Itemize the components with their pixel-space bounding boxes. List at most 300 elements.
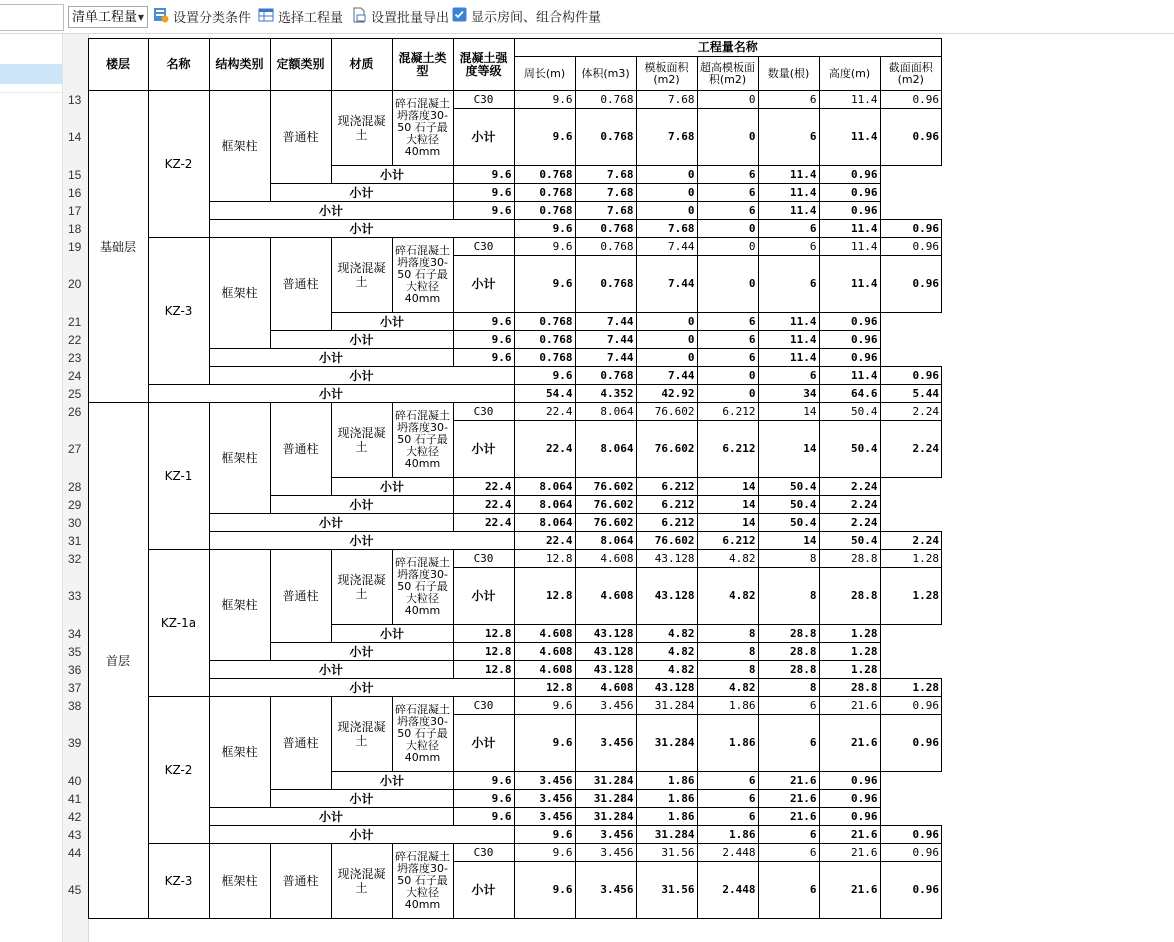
quantity-cell[interactable]: 4.82 [636, 643, 697, 661]
quantity-cell[interactable]: 0.96 [819, 808, 880, 826]
left-panel [0, 34, 63, 942]
material-header: 材质 [331, 39, 392, 91]
quantity-cell[interactable]: 0.96 [880, 91, 942, 109]
quota-type-cell: 普通柱 [270, 844, 331, 919]
floor-header: 楼层 [88, 39, 148, 91]
quantity-cell[interactable]: 8 [697, 625, 758, 643]
quantity-cell[interactable]: 1.28 [819, 643, 880, 661]
quantity-cell[interactable]: 11.4 [819, 91, 880, 109]
quantity-cell[interactable]: 0 [636, 202, 697, 220]
quantity-cell[interactable]: 11.4 [819, 220, 880, 238]
quantity-cell[interactable]: 7.44 [636, 367, 697, 385]
quantity-cell[interactable]: 12.8 [514, 568, 575, 625]
quantity-cell[interactable]: 6 [758, 238, 819, 256]
quantity-cell[interactable]: 9.6 [514, 826, 575, 844]
subtotal-label: 小计 [270, 184, 453, 202]
quantity-cell[interactable]: 1.86 [697, 697, 758, 715]
quantity-cell[interactable]: 6 [697, 331, 758, 349]
quantity-cell[interactable]: 4.82 [636, 661, 697, 679]
quantity-cell[interactable]: 3.456 [514, 790, 575, 808]
quantity-cell[interactable]: 22.4 [453, 514, 514, 532]
quantity-cell[interactable]: 1.28 [819, 661, 880, 679]
quantity-cell[interactable]: 0.96 [819, 772, 880, 790]
quantity-cell[interactable]: 4.82 [697, 679, 758, 697]
quantity-cell[interactable]: 28.8 [819, 568, 880, 625]
quantity-cell[interactable]: 76.602 [575, 478, 636, 496]
quantity-cell[interactable]: 0.96 [880, 256, 942, 313]
quantity-cell[interactable]: 50.4 [758, 514, 819, 532]
quantity-cell[interactable]: 0.96 [880, 715, 942, 772]
quantity-cell[interactable]: 0.96 [819, 790, 880, 808]
concrete-type-cell: 碎石混凝土 坍落度30-50 石子最大粒径40mm [392, 844, 453, 919]
quantity-cell[interactable]: 31.56 [636, 862, 697, 919]
quantity-cell[interactable]: 11.4 [758, 166, 819, 184]
quantity-cell[interactable]: 7.68 [575, 166, 636, 184]
quantity-cell[interactable]: 28.8 [758, 625, 819, 643]
classify-settings-icon [153, 7, 169, 30]
quantity-cell[interactable]: 6 [758, 256, 819, 313]
row-number: 43 [68, 827, 82, 842]
quantity-cell[interactable]: 11.4 [819, 367, 880, 385]
quantity-cell[interactable]: 5.44 [880, 385, 942, 403]
quantity-cell[interactable]: 0.768 [514, 202, 575, 220]
quantity-column-header[interactable]: 高度(m) [819, 57, 880, 91]
quantity-cell[interactable]: 0.96 [880, 109, 942, 166]
quantity-cell[interactable]: 2.24 [819, 478, 880, 496]
quantity-cell[interactable]: 0.768 [575, 109, 636, 166]
quantity-cell[interactable]: 0.768 [575, 238, 636, 256]
quantity-cell[interactable]: 6 [697, 166, 758, 184]
quantity-cell[interactable]: 9.6 [514, 238, 575, 256]
quantity-cell[interactable]: 6 [697, 772, 758, 790]
quantity-cell[interactable]: 8 [758, 550, 819, 568]
quantity-type-dropdown[interactable] [68, 6, 148, 28]
quantity-cell[interactable]: 9.6 [453, 331, 514, 349]
quantity-cell[interactable]: 6 [758, 826, 819, 844]
quantity-cell[interactable]: 54.4 [514, 385, 575, 403]
quantity-cell[interactable]: 0 [697, 220, 758, 238]
quantity-cell[interactable]: 76.602 [636, 403, 697, 421]
quantity-cell[interactable]: 7.44 [575, 349, 636, 367]
quantity-cell[interactable]: 50.4 [758, 496, 819, 514]
quantity-cell[interactable]: 9.6 [514, 367, 575, 385]
quantity-cell[interactable]: 4.608 [575, 550, 636, 568]
quantity-cell[interactable]: 0.96 [880, 367, 942, 385]
quantity-cell[interactable]: 11.4 [819, 238, 880, 256]
quantity-cell[interactable]: 0.768 [575, 91, 636, 109]
quantity-cell[interactable]: 0.96 [819, 166, 880, 184]
row-number: 31 [68, 533, 82, 548]
subtotal-label: 小计 [209, 220, 514, 238]
quantity-cell[interactable]: 7.68 [636, 220, 697, 238]
show-room-component-label: 显示房间、组合构件量 [471, 10, 602, 26]
quantity-cell[interactable]: 1.86 [636, 808, 697, 826]
quantity-cell[interactable]: 8 [758, 679, 819, 697]
quantity-cell[interactable]: 11.4 [819, 256, 880, 313]
quantity-cell[interactable]: 21.6 [819, 715, 880, 772]
concrete-grade-cell: C30 [453, 697, 514, 715]
quantity-cell[interactable]: 4.82 [697, 550, 758, 568]
quantity-cell[interactable]: 0.96 [880, 238, 942, 256]
quantity-cell[interactable]: 6 [758, 91, 819, 109]
quantity-cell[interactable]: 0 [636, 313, 697, 331]
quantity-cell[interactable]: 14 [758, 532, 819, 550]
export-document-icon [351, 7, 367, 30]
toolbar [0, 0, 1174, 34]
quantity-cell[interactable]: 8.064 [575, 403, 636, 421]
material-cell: 现浇混凝土 [331, 91, 392, 166]
quantity-cell[interactable]: 0 [636, 349, 697, 367]
quantity-cell[interactable]: 6 [758, 109, 819, 166]
batch-export-settings-label: 设置批量导出 [371, 11, 450, 26]
quantity-cell[interactable]: 9.6 [514, 697, 575, 715]
quantity-cell[interactable]: 3.456 [514, 808, 575, 826]
row-number: 22 [68, 332, 82, 347]
quantity-cell[interactable]: 12.8 [514, 550, 575, 568]
quantity-cell[interactable]: 28.8 [758, 661, 819, 679]
batch-export-settings-button[interactable] [351, 7, 449, 27]
quantity-cell[interactable]: 4.608 [575, 679, 636, 697]
quantity-cell[interactable]: 50.4 [819, 403, 880, 421]
quantity-cell[interactable]: 0.96 [880, 826, 942, 844]
quantity-cell[interactable]: 9.6 [514, 256, 575, 313]
floor-name-cell: 首层 [88, 403, 148, 919]
quantity-cell[interactable]: 7.68 [575, 184, 636, 202]
quantity-column-header[interactable]: 周长(m) [514, 57, 575, 91]
quantity-cell[interactable]: 12.8 [453, 661, 514, 679]
quantity-cell[interactable]: 76.602 [575, 496, 636, 514]
quantity-cell[interactable]: 6 [758, 844, 819, 862]
quantity-cell[interactable]: 6 [697, 349, 758, 367]
quantity-cell[interactable]: 3.456 [514, 772, 575, 790]
quantity-cell[interactable]: 11.4 [758, 202, 819, 220]
quantity-cell[interactable]: 9.6 [514, 109, 575, 166]
quantity-cell[interactable]: 21.6 [819, 844, 880, 862]
member-name-cell: KZ-3 [148, 844, 209, 919]
quantity-cell[interactable]: 0.96 [880, 697, 942, 715]
subtotal-label: 小计 [209, 202, 453, 220]
quantity-cell[interactable]: 2.24 [880, 532, 942, 550]
quantity-cell[interactable]: 0.768 [514, 349, 575, 367]
concrete-type-header: 混凝土类型 [392, 39, 453, 91]
quantity-cell[interactable]: 8 [697, 661, 758, 679]
quantity-cell[interactable]: 42.92 [636, 385, 697, 403]
quantity-cell[interactable]: 11.4 [758, 349, 819, 367]
row-number: 23 [68, 350, 82, 365]
show-room-component-checkbox[interactable] [452, 7, 601, 27]
row-number: 30 [68, 515, 82, 530]
quantity-cell[interactable]: 0.96 [819, 331, 880, 349]
quantity-cell[interactable]: 9.6 [453, 808, 514, 826]
quantity-cell[interactable]: 6.212 [697, 532, 758, 550]
quantity-column-header[interactable]: 超高模板面积(m2) [697, 57, 758, 91]
quantity-cell[interactable]: 22.4 [514, 532, 575, 550]
quantity-cell[interactable]: 4.608 [514, 661, 575, 679]
row-number: 38 [68, 698, 82, 713]
quantity-cell[interactable]: 11.4 [758, 313, 819, 331]
subtotal-label: 小计 [331, 166, 453, 184]
quota-type-cell: 普通柱 [270, 91, 331, 184]
quantity-cell[interactable]: 4.82 [636, 625, 697, 643]
quantity-cell[interactable]: 43.128 [575, 643, 636, 661]
quantity-cell[interactable]: 14 [697, 496, 758, 514]
checkbox-checked-icon [452, 7, 467, 29]
quantity-cell[interactable]: 7.68 [575, 202, 636, 220]
quantity-cell[interactable]: 3.456 [575, 715, 636, 772]
row-number: 18 [68, 221, 82, 236]
table-row [68, 39, 942, 57]
table-row [68, 403, 942, 421]
select-quantity-label: 选择工程量 [278, 11, 344, 26]
quantity-cell[interactable]: 14 [697, 514, 758, 532]
quantity-cell[interactable]: 3.456 [575, 862, 636, 919]
row-number [68, 57, 88, 91]
quantity-cell[interactable]: 0.768 [514, 184, 575, 202]
quantity-cell[interactable]: 31.284 [575, 772, 636, 790]
quantity-cell[interactable]: 43.128 [575, 625, 636, 643]
quantity-cell[interactable]: 0 [636, 166, 697, 184]
quantity-column-header[interactable]: 体积(m3) [575, 57, 636, 91]
quantity-cell[interactable]: 31.284 [636, 697, 697, 715]
quantity-cell[interactable]: 3.456 [575, 844, 636, 862]
quantity-cell[interactable]: 11.4 [758, 184, 819, 202]
quantity-cell[interactable]: 0.96 [819, 349, 880, 367]
quantity-cell[interactable]: 76.602 [636, 421, 697, 478]
quantity-cell[interactable]: 0.768 [575, 256, 636, 313]
subtotal-label: 小计 [453, 715, 514, 772]
quantity-cell[interactable]: 2.24 [819, 496, 880, 514]
quantity-cell[interactable]: 43.128 [636, 550, 697, 568]
quantity-cell[interactable]: 2.24 [880, 403, 942, 421]
row-number: 14 [68, 130, 82, 144]
struct-type-cell: 框架柱 [209, 91, 270, 202]
quantity-cell[interactable]: 0 [697, 91, 758, 109]
quantity-cell[interactable]: 6 [758, 697, 819, 715]
quantity-cell[interactable]: 0.768 [575, 220, 636, 238]
quantity-cell[interactable]: 8 [758, 568, 819, 625]
quantity-cell[interactable]: 64.6 [819, 385, 880, 403]
subtotal-label: 小计 [270, 790, 453, 808]
subtotal-label: 小计 [331, 772, 453, 790]
quantity-column-header[interactable]: 数量(根) [758, 57, 819, 91]
quantity-cell[interactable]: 0.768 [575, 367, 636, 385]
row-number: 39 [68, 736, 82, 750]
quantity-cell[interactable]: 76.602 [575, 514, 636, 532]
select-quantity-button[interactable] [258, 7, 343, 27]
quantity-cell[interactable]: 4.352 [575, 385, 636, 403]
quantity-cell[interactable]: 0 [697, 367, 758, 385]
quantity-cell[interactable]: 34 [758, 385, 819, 403]
set-classify-conditions-button[interactable] [153, 7, 251, 27]
quantity-cell[interactable]: 21.6 [758, 772, 819, 790]
quantity-cell[interactable]: 31.284 [575, 790, 636, 808]
quantity-cell[interactable]: 2.448 [697, 844, 758, 862]
quantity-cell[interactable]: 0.96 [880, 220, 942, 238]
quantity-cell[interactable]: 3.456 [575, 826, 636, 844]
quantity-cell[interactable]: 6 [697, 184, 758, 202]
quantity-cell[interactable]: 6.212 [636, 514, 697, 532]
quantity-cell[interactable]: 7.44 [575, 313, 636, 331]
quantity-cell[interactable]: 4.608 [514, 643, 575, 661]
quantity-cell[interactable]: 6.212 [636, 496, 697, 514]
quantity-cell[interactable]: 7.44 [636, 256, 697, 313]
quantity-cell[interactable]: 28.8 [758, 643, 819, 661]
quantity-cell[interactable]: 8 [697, 643, 758, 661]
quantity-cell[interactable]: 43.128 [636, 679, 697, 697]
quantity-cell[interactable]: 31.284 [636, 715, 697, 772]
quantity-cell[interactable]: 11.4 [758, 331, 819, 349]
quantity-column-header[interactable]: 截面面积(m2) [880, 57, 942, 91]
quantity-cell[interactable]: 0.768 [514, 166, 575, 184]
quantity-cell[interactable]: 22.4 [514, 421, 575, 478]
quantity-cell[interactable]: 12.8 [514, 679, 575, 697]
quantity-cell[interactable]: 14 [697, 478, 758, 496]
quantity-cell[interactable]: 43.128 [636, 568, 697, 625]
quantity-cell[interactable]: 0.96 [819, 313, 880, 331]
subtotal-label: 小计 [331, 625, 453, 643]
quantity-cell[interactable]: 9.6 [514, 844, 575, 862]
quantity-cell[interactable]: 2.24 [880, 421, 942, 478]
quantity-cell[interactable]: 22.4 [453, 496, 514, 514]
quantity-cell[interactable]: 1.28 [880, 550, 942, 568]
quantity-cell[interactable]: 50.4 [819, 421, 880, 478]
quantity-cell[interactable]: 9.6 [453, 184, 514, 202]
quantity-cell[interactable]: 9.6 [514, 220, 575, 238]
quantity-cell[interactable]: 11.4 [819, 109, 880, 166]
quantity-cell[interactable]: 0 [697, 256, 758, 313]
quantity-cell[interactable]: 21.6 [819, 826, 880, 844]
quantity-cell[interactable]: 6 [758, 715, 819, 772]
quantity-column-header[interactable]: 模板面积(m2) [636, 57, 697, 91]
subtotal-label: 小计 [209, 532, 514, 550]
quantity-cell[interactable]: 0 [697, 238, 758, 256]
quantity-cell[interactable]: 1.86 [697, 826, 758, 844]
quantity-cell[interactable]: 21.6 [819, 862, 880, 919]
quantity-cell[interactable]: 1.86 [636, 772, 697, 790]
quantity-cell[interactable]: 0.768 [514, 313, 575, 331]
quantity-cell[interactable]: 0.96 [819, 184, 880, 202]
quantity-cell[interactable]: 21.6 [758, 808, 819, 826]
quantity-cell[interactable]: 8.064 [514, 496, 575, 514]
quantity-cell[interactable]: 7.68 [636, 91, 697, 109]
quantity-cell[interactable]: 4.82 [697, 568, 758, 625]
quantity-cell[interactable]: 21.6 [819, 697, 880, 715]
row-number: 40 [68, 773, 82, 788]
quantity-cell[interactable]: 43.128 [575, 661, 636, 679]
quantity-cell[interactable]: 3.456 [575, 697, 636, 715]
quantity-cell[interactable]: 0 [636, 184, 697, 202]
row-number: 20 [68, 277, 82, 291]
material-cell: 现浇混凝土 [331, 403, 392, 478]
quantity-cell[interactable]: 0 [697, 385, 758, 403]
quantity-cell[interactable]: 7.68 [636, 109, 697, 166]
quantity-cell[interactable]: 6 [758, 367, 819, 385]
quantity-cell[interactable]: 2.24 [819, 514, 880, 532]
quantity-cell[interactable]: 50.4 [819, 532, 880, 550]
quantity-cell[interactable]: 9.6 [453, 313, 514, 331]
quantity-cell[interactable]: 6 [758, 862, 819, 919]
quantity-cell[interactable]: 8.064 [514, 514, 575, 532]
quantity-cell[interactable]: 0.96 [880, 844, 942, 862]
selected-tree-item[interactable] [0, 64, 62, 84]
quantity-cell[interactable]: 21.6 [758, 790, 819, 808]
quantity-cell[interactable]: 8.064 [575, 532, 636, 550]
row-number: 21 [68, 314, 82, 329]
row-number: 27 [68, 442, 82, 456]
quantity-cell[interactable]: 14 [758, 403, 819, 421]
quantity-cell[interactable]: 6.212 [697, 403, 758, 421]
quantity-cell[interactable]: 28.8 [819, 550, 880, 568]
quantity-cell[interactable]: 9.6 [453, 166, 514, 184]
quantity-cell[interactable]: 76.602 [636, 532, 697, 550]
subtotal-label: 小计 [453, 568, 514, 625]
quantity-cell[interactable]: 9.6 [514, 715, 575, 772]
quantity-cell[interactable]: 7.44 [636, 238, 697, 256]
quantity-cell[interactable]: 9.6 [453, 202, 514, 220]
quantity-cell[interactable]: 31.56 [636, 844, 697, 862]
quantity-cell[interactable]: 4.608 [514, 625, 575, 643]
quantity-cell[interactable]: 9.6 [453, 349, 514, 367]
quantity-cell[interactable]: 0.96 [880, 862, 942, 919]
quantity-cell[interactable]: 31.284 [636, 826, 697, 844]
quantity-cell[interactable]: 1.86 [697, 715, 758, 772]
row-number: 16 [68, 185, 82, 200]
row-number: 19 [68, 239, 82, 254]
quantity-cell[interactable]: 9.6 [514, 862, 575, 919]
quantity-cell[interactable]: 1.28 [880, 568, 942, 625]
floor-subtotal-label: 小计 [148, 385, 514, 403]
quantity-cell[interactable]: 4.608 [575, 568, 636, 625]
row-number: 34 [68, 626, 82, 641]
quantity-cell[interactable]: 31.284 [575, 808, 636, 826]
quantity-cell[interactable]: 0.96 [819, 202, 880, 220]
member-name-cell: KZ-2 [148, 697, 209, 844]
quantity-cell[interactable]: 6 [697, 790, 758, 808]
quantity-cell[interactable]: 2.448 [697, 862, 758, 919]
quantity-cell[interactable]: 7.44 [575, 331, 636, 349]
search-box[interactable] [0, 4, 64, 31]
quantity-cell[interactable]: 22.4 [514, 403, 575, 421]
quantity-cell[interactable]: 1.86 [636, 790, 697, 808]
quantity-cell[interactable]: 22.4 [453, 478, 514, 496]
quantity-group-header: 工程量名称 [514, 39, 942, 57]
quantity-cell[interactable]: 6 [697, 313, 758, 331]
quantity-cell[interactable]: 28.8 [819, 679, 880, 697]
quantity-cell[interactable]: 1.28 [819, 625, 880, 643]
quantity-cell[interactable]: 9.6 [453, 790, 514, 808]
quantity-cell[interactable]: 8.064 [575, 421, 636, 478]
quantity-cell[interactable]: 14 [758, 421, 819, 478]
quantity-cell[interactable]: 8.064 [514, 478, 575, 496]
quantity-cell[interactable]: 9.6 [453, 772, 514, 790]
subtotal-label: 小计 [209, 679, 514, 697]
quantity-cell[interactable]: 6.212 [636, 478, 697, 496]
quantity-cell[interactable]: 1.28 [880, 679, 942, 697]
quantity-cell[interactable]: 0 [636, 331, 697, 349]
quantity-cell[interactable]: 50.4 [758, 478, 819, 496]
quantity-cell[interactable]: 6 [697, 808, 758, 826]
quantity-cell[interactable]: 12.8 [453, 625, 514, 643]
quantity-cell[interactable]: 0 [697, 109, 758, 166]
row-number: 28 [68, 479, 82, 494]
quantity-cell[interactable]: 0.768 [514, 331, 575, 349]
table-row [68, 91, 942, 109]
quantity-cell[interactable]: 6 [697, 202, 758, 220]
quantity-cell[interactable]: 6.212 [697, 421, 758, 478]
quantity-cell[interactable]: 6 [758, 220, 819, 238]
quantity-cell[interactable]: 12.8 [453, 643, 514, 661]
quantity-cell[interactable]: 9.6 [514, 91, 575, 109]
